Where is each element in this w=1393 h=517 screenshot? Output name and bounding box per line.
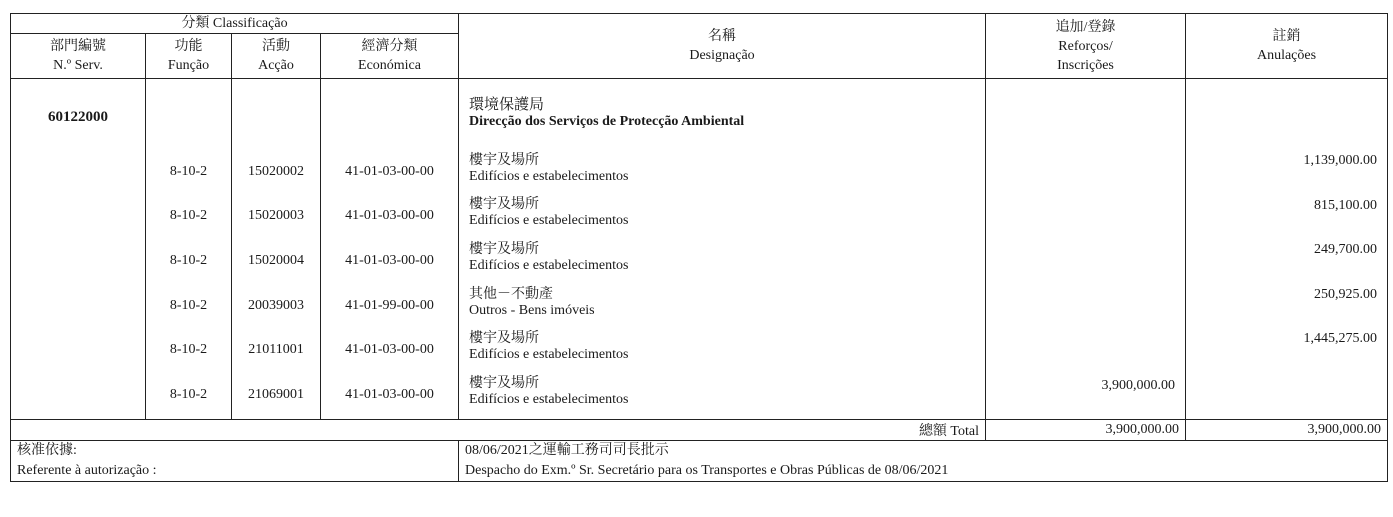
function-header-zh: 功能 [174, 39, 203, 54]
row-4-action: 20039003 [248, 298, 304, 313]
row-4-name-zh: 其他－不動產 [469, 287, 554, 302]
total-row [11, 420, 1388, 441]
dept-header [11, 34, 146, 79]
row-1-name-zh: 樓宇及場所 [469, 153, 540, 168]
economic-header [321, 34, 459, 79]
row-5-name-zh: 樓宇及場所 [469, 331, 540, 346]
classification-header: 分類 Classificação [11, 14, 459, 34]
action-header-zh: 活動 [262, 39, 290, 54]
row-2-function: 8-10-2 [169, 208, 208, 223]
dept-header-pt: N.º Serv. [53, 58, 103, 73]
row-6-name-pt: Edifícios e estabelecimentos [469, 392, 629, 407]
row-2-cancellation: 815,100.00 [1314, 198, 1378, 213]
row-1-designation [459, 149, 985, 185]
row-5-name-pt: Edifícios e estabelecimentos [469, 347, 629, 362]
row-6-action: 21069001 [248, 387, 304, 402]
cancellation-column [1186, 79, 1388, 420]
row-1-action: 15020002 [248, 164, 304, 179]
dept-name-pt: Direcção dos Serviços de Protecção Ambiental [469, 114, 745, 129]
row-4-name-pt: Outros - Bens imóveis [469, 303, 595, 318]
economic-header-zh: 經濟分類 [361, 39, 418, 54]
function-header [146, 34, 232, 79]
dept-name [459, 93, 985, 130]
authorization-text-pt: Despacho do Exm.º Sr. Secretário para os Transportes e Obras Públicas de 08/06/2021 [465, 463, 949, 478]
body-row [11, 79, 1388, 420]
row-4-designation [459, 283, 985, 319]
row-6-reinforcement: 3,900,000.00 [1101, 378, 1176, 393]
row-1-economic: 41-01-03-00-00 [345, 164, 434, 179]
action-header [232, 34, 321, 79]
row-3-economic: 41-01-03-00-00 [345, 253, 434, 268]
reinforcement-header-zh: 追加/登錄 [1055, 19, 1116, 35]
row-5-designation [459, 327, 985, 363]
economic-header-pt: Económica [358, 58, 421, 73]
row-5-function: 8-10-2 [169, 342, 208, 357]
total-cancellation: 3,900,000.00 [1186, 420, 1388, 441]
designation-header-pt: Designação [689, 48, 755, 63]
row-5-economic: 41-01-03-00-00 [345, 342, 434, 357]
reinforcement-header-pt2: Inscrições [1057, 57, 1114, 73]
cancellation-header-pt: Anulações [1256, 48, 1317, 63]
row-6-name-zh: 樓宇及場所 [469, 376, 540, 391]
row-3-cancellation: 249,700.00 [1314, 242, 1378, 257]
designation-header-zh: 名稱 [708, 29, 737, 44]
row-3-name-zh: 樓宇及場所 [469, 242, 540, 257]
action-header-pt: Acção [258, 58, 294, 73]
function-column [146, 79, 232, 420]
authorization-text-zh: 08/06/2021之運輸工務司司長批示 [465, 443, 669, 458]
reinforcement-header-pt1: Reforços/ [1058, 38, 1113, 54]
action-column [232, 79, 321, 420]
row-3-designation [459, 238, 985, 274]
budget-table [10, 13, 1388, 482]
designation-column [459, 79, 986, 420]
row-1-cancellation: 1,139,000.00 [1303, 153, 1378, 168]
row-1-name-pt: Edifícios e estabelecimentos [469, 169, 629, 184]
row-2-action: 15020003 [248, 208, 304, 223]
row-2-economic: 41-01-03-00-00 [345, 208, 434, 223]
row-2-designation [459, 193, 985, 229]
row-6-economic: 41-01-03-00-00 [345, 387, 434, 402]
dept-name-zh: 環境保護局 [469, 97, 545, 113]
cancellation-header [1186, 14, 1388, 79]
row-1-function: 8-10-2 [169, 164, 208, 179]
reinforcement-column [986, 79, 1186, 420]
header-row-top [11, 14, 1388, 34]
cancellation-header-zh: 註銷 [1272, 29, 1301, 44]
authorization-label-pt: Referente à autorização : [17, 463, 157, 478]
row-6-function: 8-10-2 [169, 387, 208, 402]
function-header-pt: Função [167, 58, 210, 73]
row-3-function: 8-10-2 [169, 253, 208, 268]
authorization-row [11, 441, 1388, 482]
total-reinforcement: 3,900,000.00 [986, 420, 1186, 441]
dept-header-zh: 部門編號 [50, 39, 106, 54]
reinforcement-header [986, 14, 1186, 79]
row-3-name-pt: Edifícios e estabelecimentos [469, 258, 629, 273]
row-2-name-zh: 樓宇及場所 [469, 197, 540, 212]
row-5-cancellation: 1,445,275.00 [1303, 331, 1378, 346]
row-3-action: 15020004 [248, 253, 304, 268]
authorization-label [11, 441, 459, 482]
row-5-action: 21011001 [248, 342, 304, 357]
budget-document [10, 13, 1387, 482]
row-4-economic: 41-01-99-00-00 [345, 298, 434, 313]
total-label: 總額 Total [11, 420, 986, 441]
dept-column [11, 79, 146, 420]
row-6-designation [459, 372, 985, 408]
dept-code: 60122000 [48, 109, 108, 125]
row-4-function: 8-10-2 [169, 298, 208, 313]
economic-column [321, 79, 459, 420]
row-4-cancellation: 250,925.00 [1314, 287, 1378, 302]
authorization-label-zh: 核准依據: [17, 443, 77, 458]
designation-header [459, 14, 986, 79]
row-2-name-pt: Edifícios e estabelecimentos [469, 213, 629, 228]
authorization-text [459, 441, 1388, 482]
